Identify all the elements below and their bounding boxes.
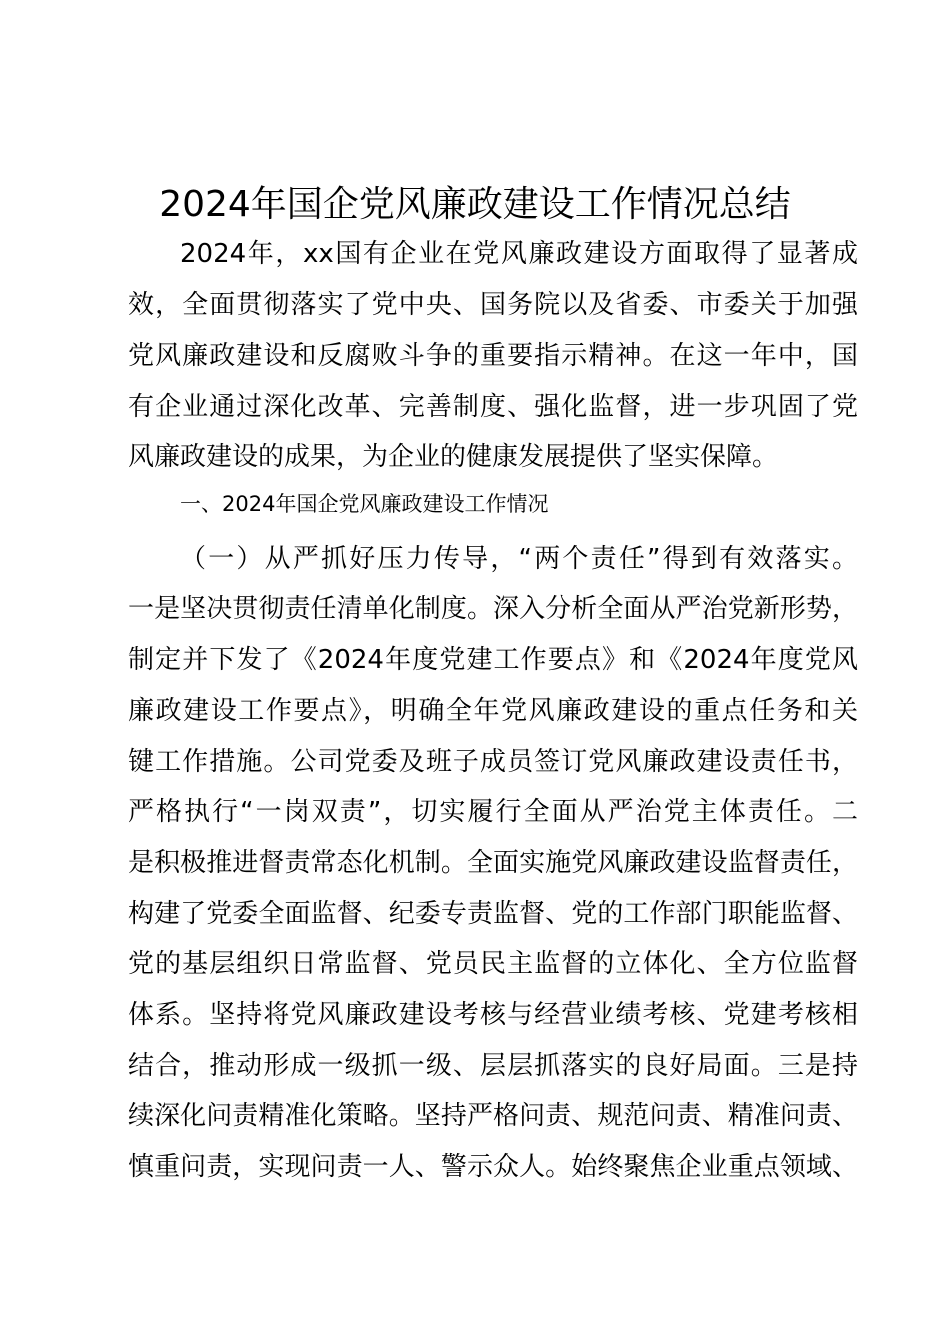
- body-line: 键工作措施。公司党委及班子成员签订党风廉政建设责任书，: [128, 747, 858, 777]
- body-line: 构建了党委全面监督、纪委专责监督、党的工作部门职能监督、: [128, 899, 858, 929]
- body-line: 体系。坚持将党风廉政建设考核与经营业绩考核、党建考核相: [128, 1000, 858, 1030]
- body-line: 制定并下发了《2024年度党建工作要点》和《2024年度党风: [128, 645, 858, 675]
- body-line: 廉政建设工作要点》，明确全年党风廉政建设的重点任务和关: [128, 696, 858, 726]
- document-title: 2024年国企党风廉政建设工作情况总结: [159, 184, 791, 225]
- body-line: 续深化问责精准化策略。坚持严格问责、规范问责、精准问责、: [128, 1101, 858, 1131]
- body-line: 结合，推动形成一级抓一级、层层抓落实的良好局面。三是持: [128, 1051, 858, 1081]
- body-line: 严格执行“一岗双责”，切实履行全面从严治党主体责任。二: [128, 797, 858, 827]
- body-line: （一）从严抓好压力传导，“两个责任”得到有效落实。: [180, 544, 858, 574]
- body-line: 一是坚决贯彻责任清单化制度。深入分析全面从严治党新形势，: [128, 594, 858, 624]
- intro-line: 效，全面贯彻落实了党中央、国务院以及省委、市委关于加强: [128, 290, 858, 320]
- intro-line: 2024年，xx国有企业在党风廉政建设方面取得了显著成: [180, 239, 858, 269]
- intro-line: 风廉政建设的成果，为企业的健康发展提供了坚实保障。: [128, 442, 779, 472]
- intro-line: 有企业通过深化改革、完善制度、强化监督，进一步巩固了党: [128, 392, 858, 422]
- section-heading: 一、2024年国企党风廉政建设工作情况: [180, 492, 549, 516]
- body-line: 党的基层组织日常监督、党员民主监督的立体化、全方位监督: [128, 949, 858, 979]
- body-line: 是积极推进督责常态化机制。全面实施党风廉政建设监督责任，: [128, 848, 858, 878]
- body-line: 慎重问责，实现问责一人、警示众人。始终聚焦企业重点领域、: [128, 1152, 858, 1182]
- intro-line: 党风廉政建设和反腐败斗争的重要指示精神。在这一年中，国: [128, 341, 858, 371]
